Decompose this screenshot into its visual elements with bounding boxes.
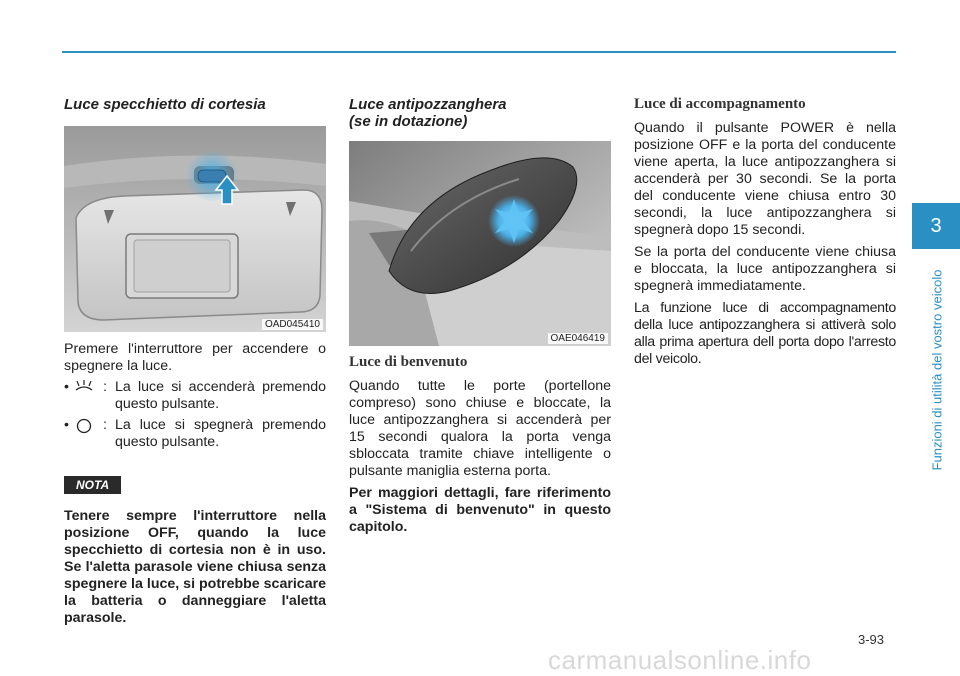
nota-badge: NOTA xyxy=(64,476,121,494)
figure-sun-visor xyxy=(64,126,326,332)
page-number: 3-93 xyxy=(858,632,885,647)
figure-code: OAD045410 xyxy=(262,319,323,330)
header-rule xyxy=(62,51,896,53)
bullet-text: La luce si accenderà premendo questo pulsante. xyxy=(115,379,326,412)
column-vanity-mirror-light xyxy=(64,96,326,627)
welcome-light-reference: Per maggiori dettagli, fare riferimento a "Sistema di benvenuto" in questo capitolo. xyxy=(349,485,611,535)
light-on-icon xyxy=(73,379,95,396)
escort-light-para3: La funzione luce di accompagnamento della luce antipozzanghera si attiverà solo alla prima apertura dell porta dopo l'arresto del veicolo. xyxy=(634,300,896,367)
column-escort-light xyxy=(634,96,896,368)
figure-side-mirror xyxy=(349,141,611,346)
welcome-light-text: Quando tutte le porte (portellone compreso) sono chiuse e bloccate, la luce antipozzanghera si accenderà per 15 secondi qualora la porta venga sbloccata tramite chiave intelligente o pulsante maniglia esterna porta. xyxy=(349,378,611,479)
side-mirror-illustration xyxy=(349,141,611,346)
chapter-tab: 3 xyxy=(912,203,960,249)
column-puddle-lamp xyxy=(349,96,611,536)
section-title-welcome-light: Luce di benvenuto xyxy=(349,354,468,370)
bullet-text: La luce si spegnerà premendo questo pulsante. xyxy=(115,417,326,450)
note-text: Tenere sempre l'interruttore nella posizione OFF, quando la luce specchietto di cortesia non è in uso. Se l'aletta parasole viene chiusa senza spegnere la luce, si potrebbe scaricare la batteria o danneggiare l'aletta parasole. xyxy=(64,508,326,626)
vanity-light-intro: Premere l'interruttore per accendere o spegnere la luce. xyxy=(64,341,326,374)
escort-light-para1: Quando il pulsante POWER è nella posizione OFF e la porta del conducente viene aperta, la luce antipozzanghera si accenderà per 30 secondi. Se la porta del conducente viene chiusa entro 30 secondi, la luce antipozzanghera si spegnerà dopo 15 secondi. xyxy=(634,120,896,238)
section-title-vanity-light: Luce specchietto di cortesia xyxy=(64,96,266,113)
figure-code: OAE046419 xyxy=(548,333,609,344)
section-title-puddle-lamp: Luce antipozzanghera (se in dotazione) xyxy=(349,96,507,130)
sun-visor-illustration xyxy=(64,126,326,332)
light-off-icon xyxy=(73,417,95,434)
chapter-title: Funzioni di utilità del vostro veicolo xyxy=(929,269,945,471)
note-header xyxy=(64,476,326,494)
watermark: carmanualsonline.info xyxy=(548,645,812,675)
escort-light-para2: Se la porta del conducente viene chiusa e bloccata, la luce antipozzanghera si spegnerà immediatamente. xyxy=(634,244,896,294)
bullet-light-on: • : La luce si accenderà premendo questo pulsante. xyxy=(64,379,326,412)
section-title-escort-light: Luce di accompagnamento xyxy=(634,96,806,112)
bullet-light-off: • : La luce si spegnerà premendo questo pulsante. xyxy=(64,417,326,450)
